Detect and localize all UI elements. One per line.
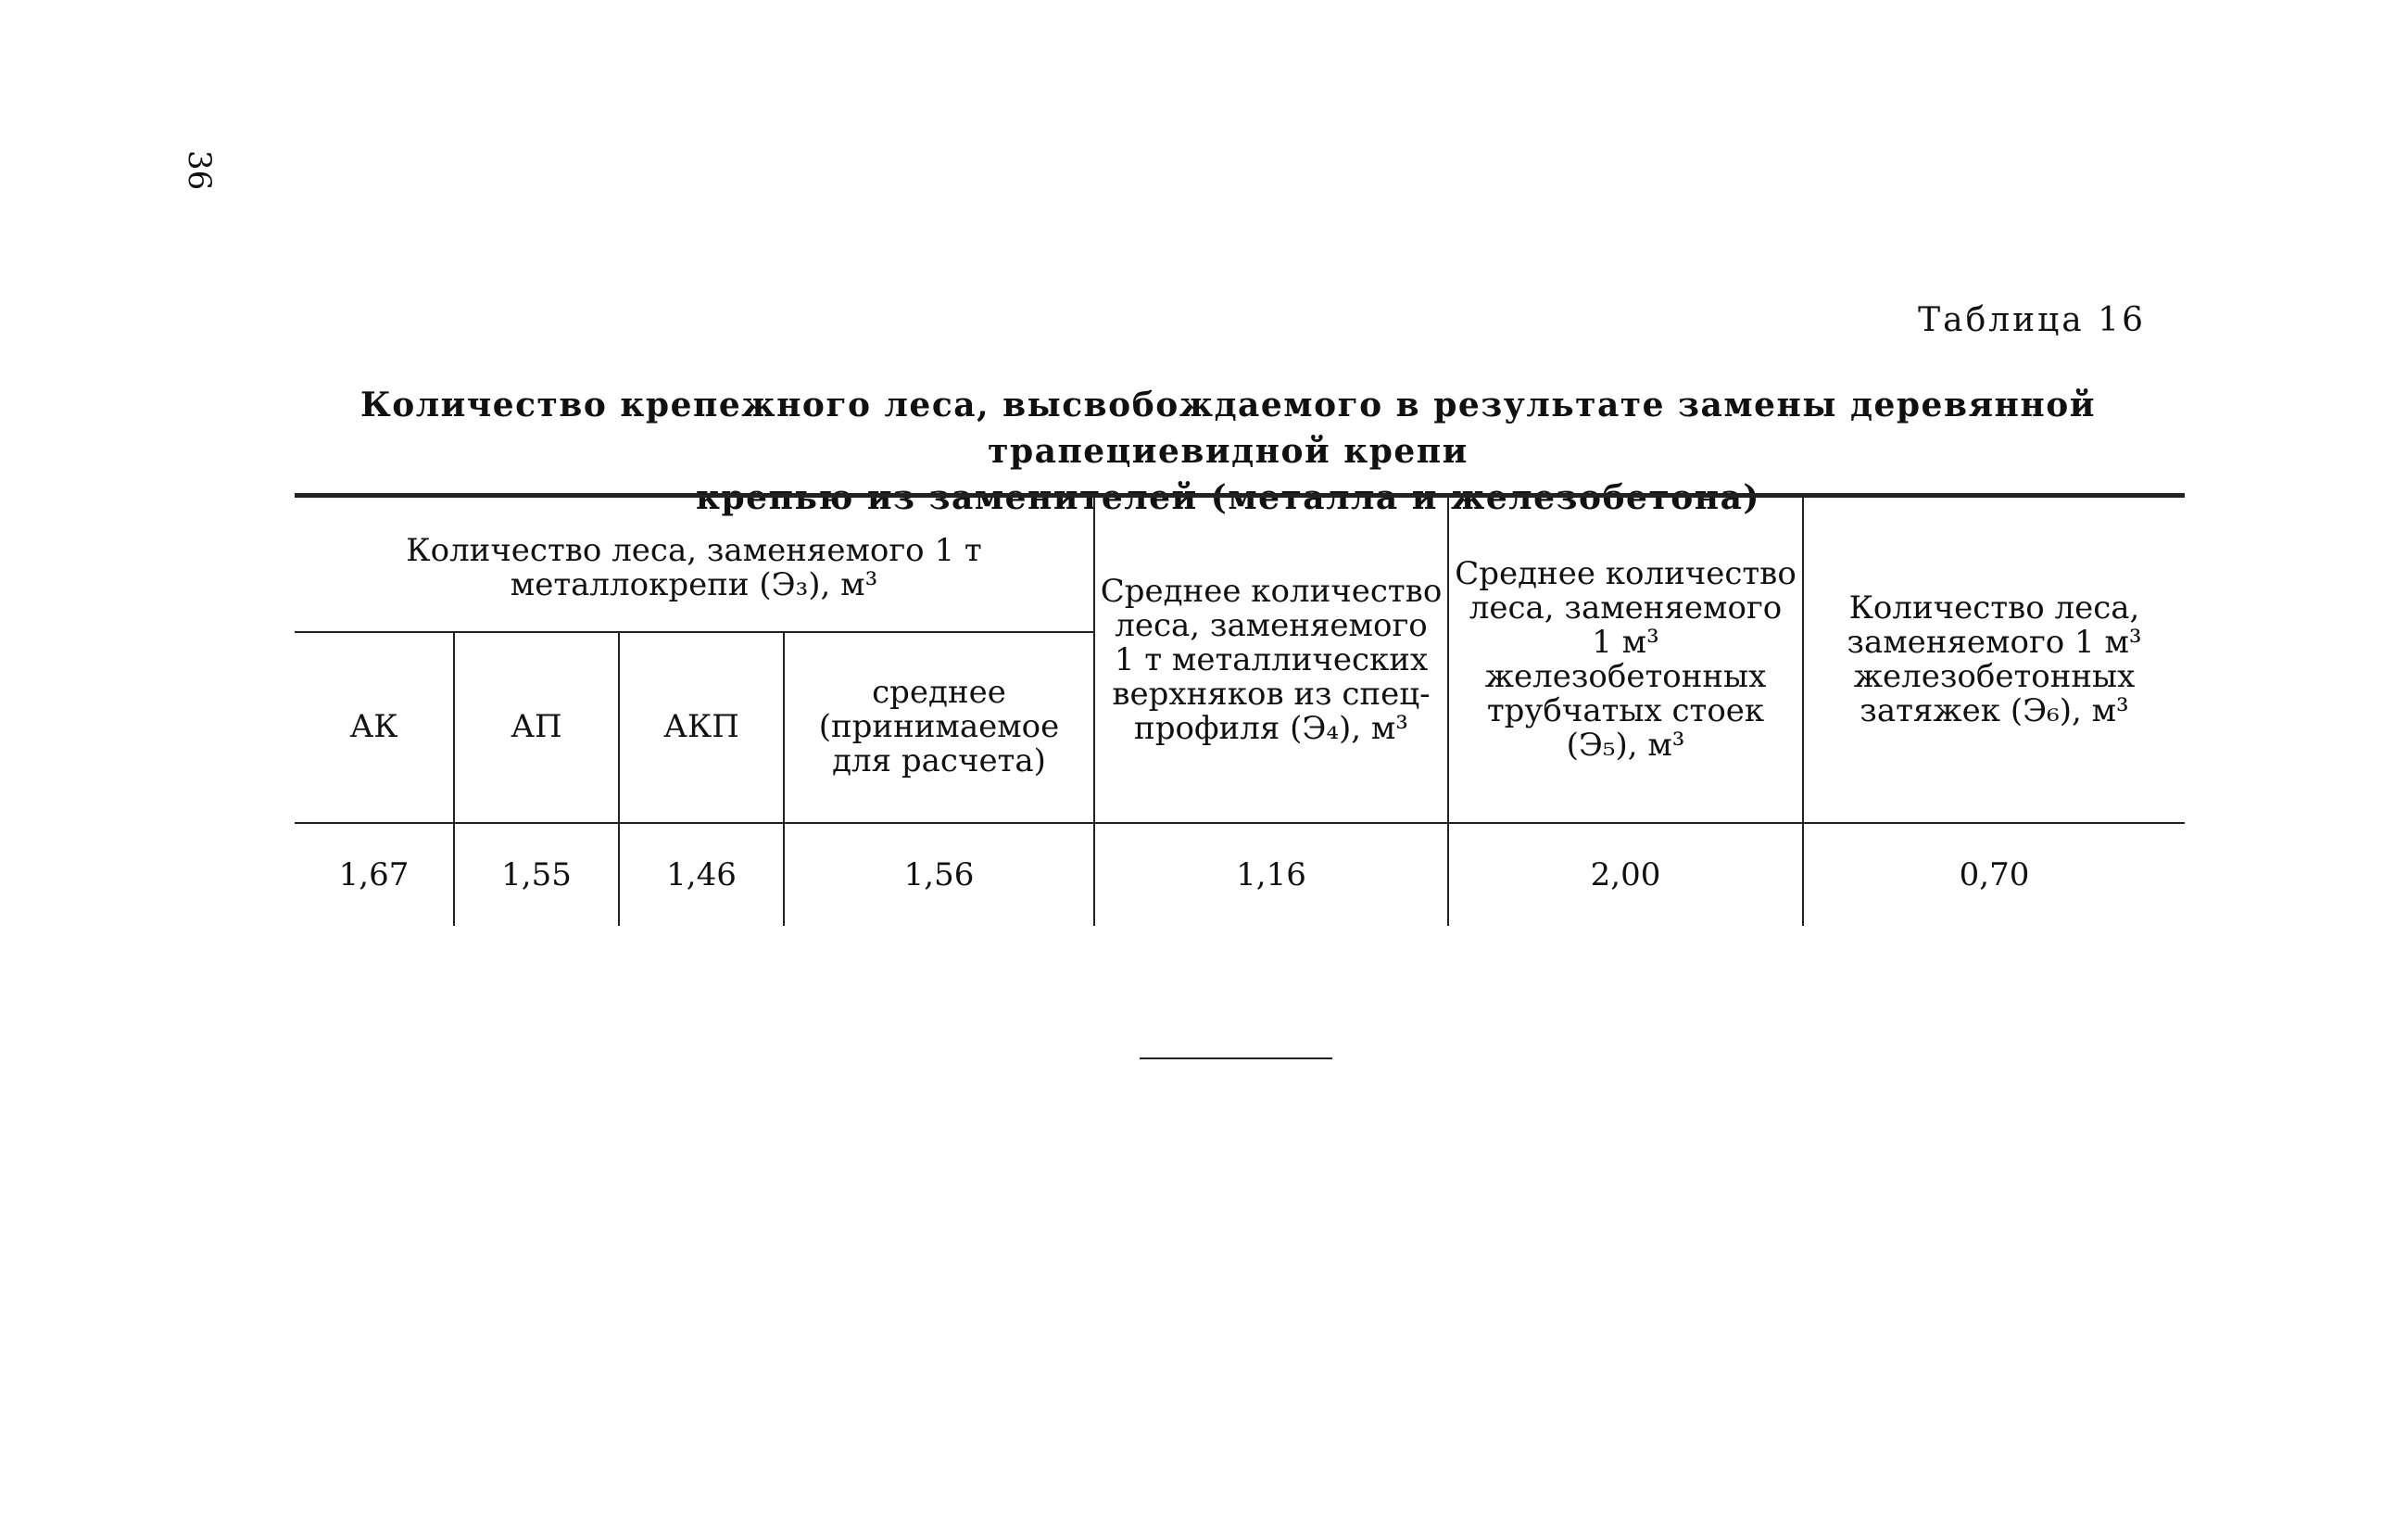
value-e6: 0,70 <box>1803 823 2185 926</box>
group-header-line-1: Количество леса, заменяемого 1 т <box>406 531 982 569</box>
page-number: 36 <box>181 150 218 191</box>
header-row <box>295 496 2185 632</box>
group-header-cell <box>295 496 1094 632</box>
end-rule <box>1140 1057 1332 1059</box>
table-title-line-2: крепью из заменителей (металла и железобетона) <box>696 478 1760 517</box>
table-title-line-1: Количество крепежного леса, высвобождаемого в результате замены деревянной трапециевидной крепи <box>360 386 2096 471</box>
value-ak: 1,67 <box>295 823 454 926</box>
subheader-ak: АК <box>295 632 454 823</box>
value-ap: 1,55 <box>454 823 619 926</box>
header-e4: Среднее количество леса, заменяемого 1 т металлических верхняков из спец- профиля (Э₄), м³ <box>1094 496 1448 824</box>
table-label: Таблица 16 <box>1918 301 2146 339</box>
values-row <box>295 823 2185 926</box>
value-e4: 1,16 <box>1094 823 1448 926</box>
subheader-ap: АП <box>454 632 619 823</box>
value-average: 1,56 <box>784 823 1094 926</box>
value-akp: 1,46 <box>619 823 784 926</box>
value-e5: 2,00 <box>1448 823 1803 926</box>
group-header-line-2: металлокрепи (Э₃), м³ <box>510 565 878 603</box>
header-e6: Количество леса, заменяемого 1 м³ железобетонных затяжек (Э₆), м³ <box>1803 496 2185 824</box>
data-table <box>295 493 2185 926</box>
header-e5: Среднее количество леса, заменяемого 1 м³ железобетонных трубчатых стоек (Э₅), м³ <box>1448 496 1803 824</box>
subheader-average: среднее (принимаемое для расчета) <box>784 632 1094 823</box>
subheader-akp: АКП <box>619 632 784 823</box>
